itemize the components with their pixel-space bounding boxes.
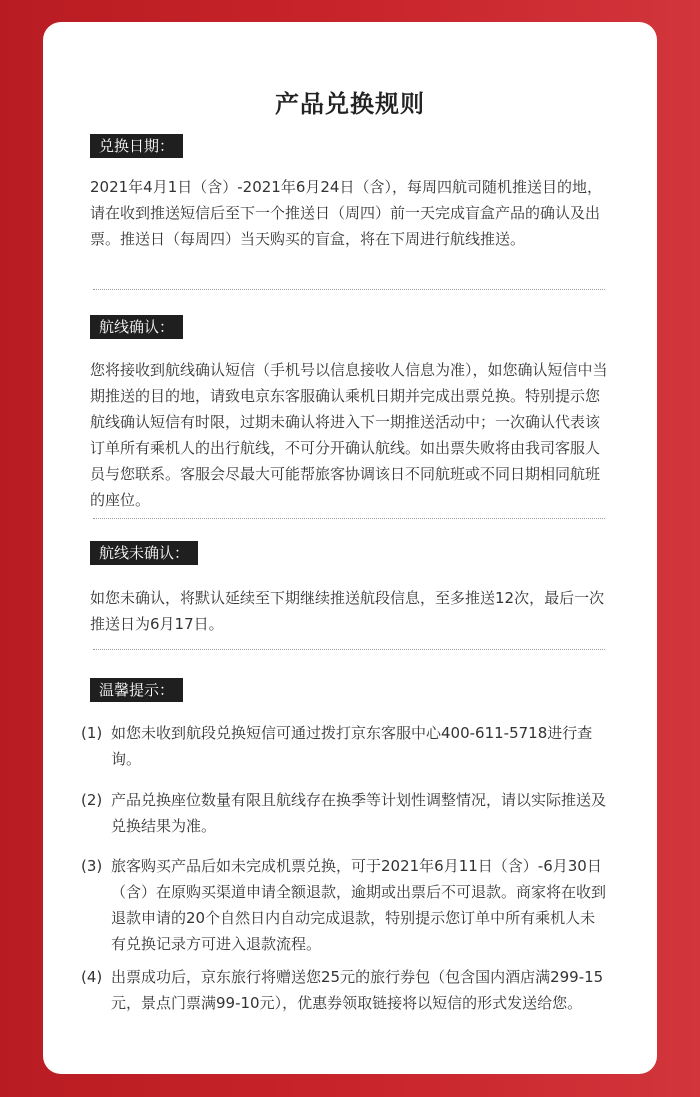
section-text-route-unconfirmed: 如您未确认，将默认延续至下期继续推送航段信息，至多推送12次，最后一次推送日为6月17日。 [90, 589, 605, 633]
tip-item [81, 853, 607, 957]
tips-tag: 温馨提示： [90, 678, 183, 702]
rules-card [43, 22, 657, 1074]
tip-text: 如您未收到航段兑换短信可通过拨打京东客服中心400-611-5718进行查询。 [111, 724, 593, 768]
tip-number: (2) [81, 791, 103, 809]
tip-item [81, 964, 607, 1016]
tip-number: (1) [81, 724, 103, 742]
section-tag-exchange-date: 兑换日期： [90, 134, 183, 158]
section-tag-route-confirm: 航线确认： [90, 315, 183, 339]
tip-text: 产品兑换座位数量有限且航线存在换季等计划性调整情况，请以实际推送及兑换结果为准。 [111, 791, 607, 835]
tip-item [81, 720, 607, 772]
tip-number: (3) [81, 857, 103, 875]
tip-number: (4) [81, 968, 103, 986]
section-tag-route-unconfirmed: 航线未确认： [90, 541, 198, 565]
tip-text: 出票成功后，京东旅行将赠送您25元的旅行券包（包含国内酒店满299-15元，景点门票满99-10元），优惠券领取链接将以短信的形式发送给您。 [111, 968, 604, 1012]
divider [93, 289, 605, 290]
divider [93, 518, 605, 519]
tip-text: 旅客购买产品后如未完成机票兑换，可于2021年6月11日（含）-6月30日（含）在原购买渠道申请全额退款，逾期或出票后不可退款。商家将在收到退款申请的20个自然日内自动完成退款，特别提示您订单中所有乘机人未有兑换记录方可进入退款流程。 [111, 857, 607, 953]
tip-item [81, 787, 607, 839]
section-text-exchange-date: 2021年4月1日（含）-2021年6月24日（含），每周四航司随机推送目的地，请在收到推送短信后至下一个推送日（周四）前一天完成盲盒产品的确认及出票。推送日（每周四）当天购买的盲盒，将在下周进行航线推送。 [90, 178, 602, 248]
divider [93, 649, 605, 650]
page-title: 产品兑换规则 [275, 90, 425, 118]
section-text-route-confirm: 您将接收到航线确认短信（手机号以信息接收人信息为准），如您确认短信中当期推送的目的地，请致电京东客服确认乘机日期并完成出票兑换。特别提示您航线确认短信有时限，过期未确认将进入下一期推送活动中；一次确认代表该订单所有乘机人的出行航线，不可分开确认航线。如出票失败将由我司客服人员与您联系。客服会尽最大可能帮旅客协调该日不同航班或不同日期相同航班的座位。 [90, 361, 608, 509]
